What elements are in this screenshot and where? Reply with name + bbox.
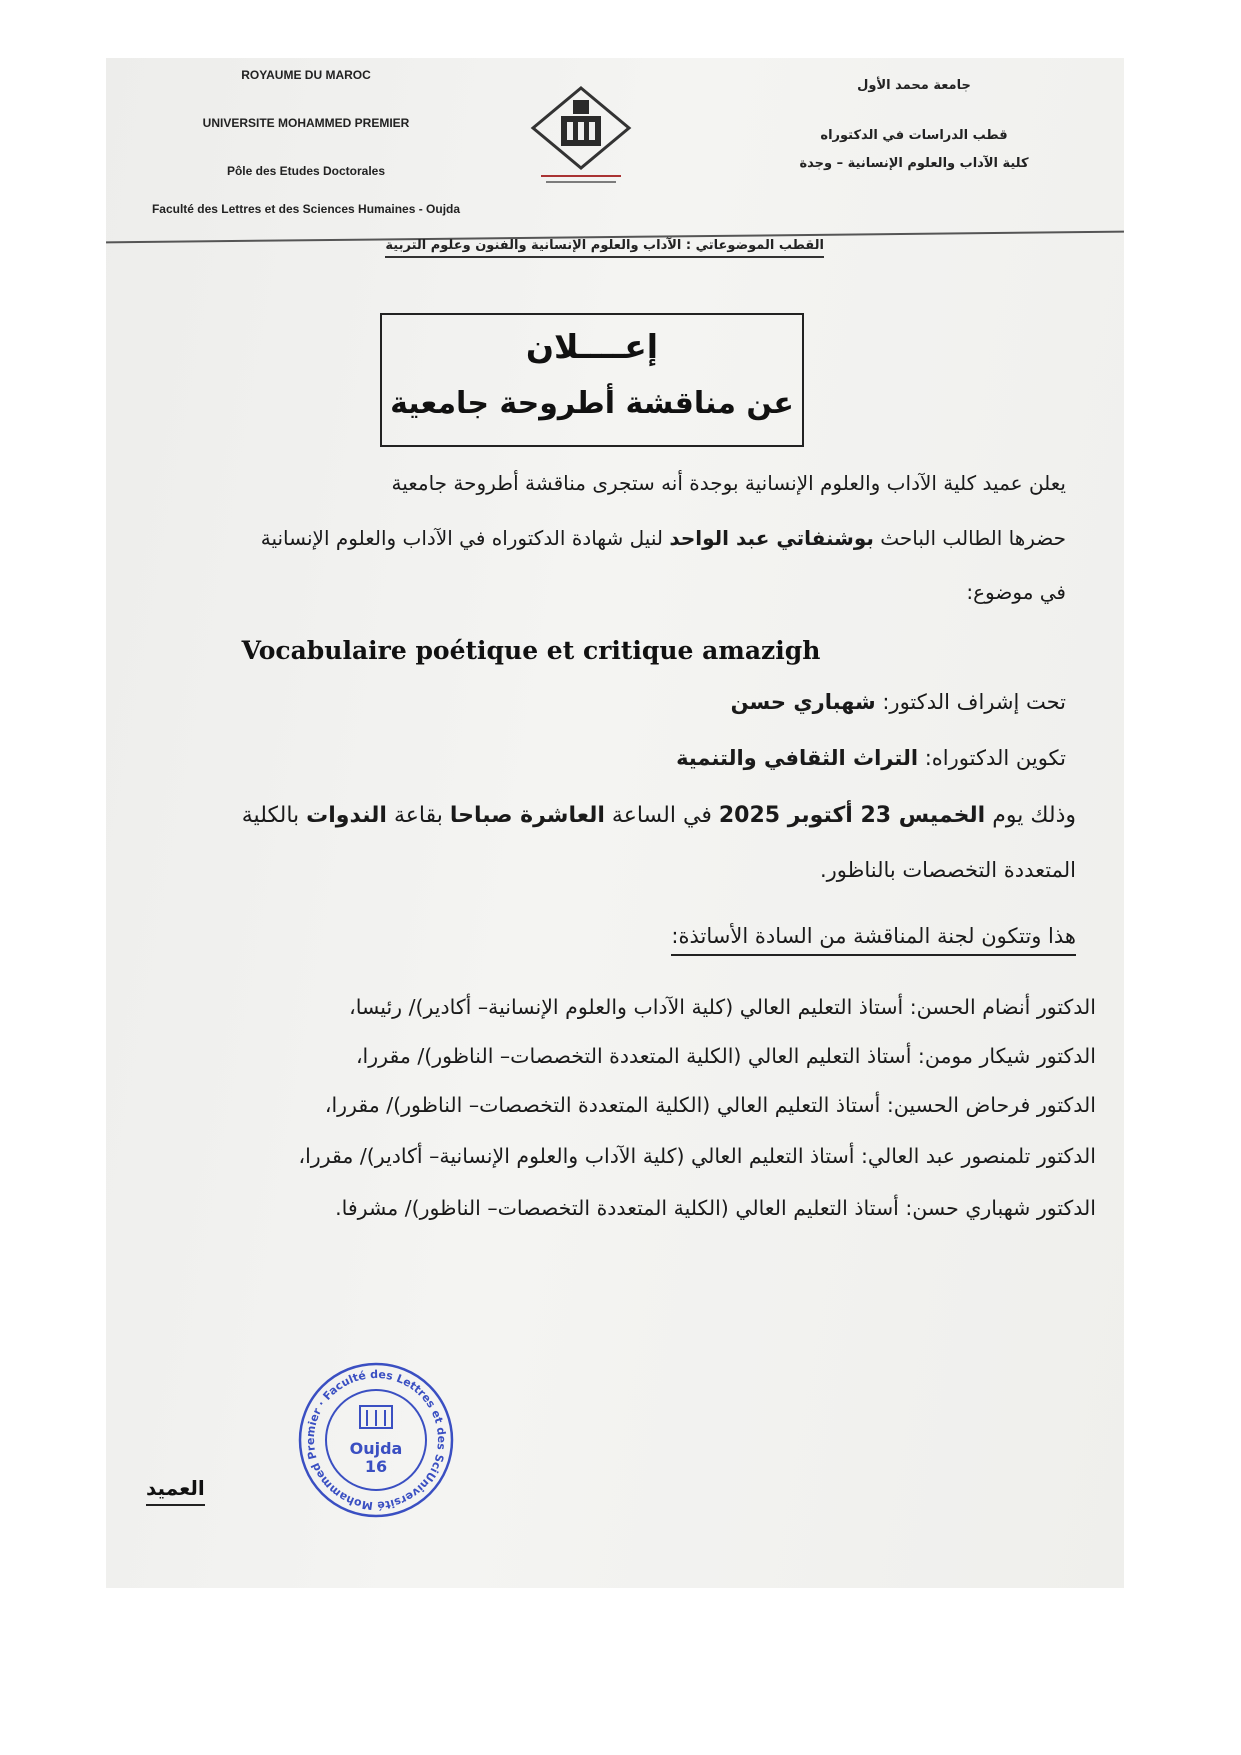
announcement-subtitle: عن مناقشة أطروحة جامعية <box>390 386 794 421</box>
header-fr-line-4: Faculté des Lettres et des Sciences Humaines - Oujda <box>151 202 461 216</box>
thematic-pole: القطب الموضوعاتي : الآداب والعلوم الإنسانية والفنون وعلوم التربية <box>385 238 824 258</box>
header-fr-line-1: ROYAUME DU MAROC <box>241 68 371 82</box>
place-line: المتعددة التخصصات بالناظور. <box>819 858 1076 882</box>
supervisor-line <box>136 690 1066 714</box>
header-ar-line-3: كلية الآداب والعلوم الإنسانية – وجدة <box>799 156 1029 171</box>
paragraph-line-2 <box>136 526 1066 550</box>
committee-heading: هذا وتتكون لجنة المناقشة من السادة الأساتذة: <box>671 924 1076 956</box>
supervisor-label: تحت إشراف الدكتور: <box>875 690 1066 714</box>
dean-signature-label: العميد <box>146 1476 205 1506</box>
paragraph-line-1: يعلن عميد كلية الآداب والعلوم الإنسانية بوجدة أنه ستجرى مناقشة أطروحة جامعية <box>391 471 1066 495</box>
degree-text: لنيل شهادة الدكتوراه في الآداب والعلوم الإنسانية <box>260 526 670 550</box>
committee-heading-wrap <box>126 924 1076 948</box>
defense-hall: الندوات <box>306 803 387 828</box>
announcement-title-box <box>380 313 804 447</box>
thesis-title: Vocabulaire poétique et critique amazigh <box>241 636 821 665</box>
announcement-title: إعــــلان <box>525 327 659 366</box>
student-name: بوشنفاتي عبد الواحد <box>669 526 874 550</box>
header-fr-line-2: UNIVERSITE MOHAMMED PREMIER <box>202 116 410 130</box>
committee-member-2: الدكتور شيكار مومن: أستاذ التعليم العالي (الكلية المتعددة التخصصات– الناظور)/ مقررا، <box>355 1044 1096 1068</box>
svg-text:Université Mohammed Premier ·: Université Mohammed Premier · Faculté des Lettres et des Sciences <box>303 1367 449 1513</box>
program-label: تكوين الدكتوراه: <box>918 746 1066 770</box>
header-fr-line-3: Pôle des Etudes Doctorales <box>226 164 386 178</box>
stamp-city: Oujda <box>349 1439 403 1458</box>
committee-member-5: الدكتور شهباري حسن: أستاذ التعليم العالي (الكلية المتعددة التخصصات– الناظور)/ مشرفا. <box>335 1196 1096 1220</box>
header-ar-line-1: جامعة محمد الأول <box>857 78 971 93</box>
date-pre: وذلك يوم <box>985 803 1076 828</box>
date-line <box>126 803 1076 828</box>
university-stamp-icon <box>296 1358 456 1523</box>
committee-member-4: الدكتور تلمنصور عبد العالي: أستاذ التعليم العالي (كلية الآداب والعلوم الإنسانية– أكادير)/ مقررا، <box>298 1144 1096 1168</box>
committee-member-1: الدكتور أنضام الحسن: أستاذ التعليم العالي (كلية الآداب والعلوم الإنسانية– أكادير)/ رئيسا، <box>349 995 1096 1019</box>
paragraph-line-3: في موضوع: <box>966 580 1066 604</box>
defense-time: العاشرة صباحا <box>449 803 605 828</box>
supervisor-name: شهباري حسن <box>730 690 876 714</box>
program-name: التراث الثقافي والتنمية <box>676 746 919 770</box>
faculty-logo-icon <box>521 78 641 188</box>
stamp-number: 16 <box>364 1457 388 1476</box>
program-line <box>136 746 1066 770</box>
student-intro: حضرها الطالب الباحث <box>873 526 1066 550</box>
date-post: بالكلية <box>241 803 307 828</box>
date-mid-1: في الساعة <box>604 803 719 828</box>
header-ar-line-2: قطب الدراسات في الدكتوراه <box>820 128 1008 143</box>
committee-member-3: الدكتور فرحاض الحسين: أستاذ التعليم العالي (الكلية المتعددة التخصصات– الناظور)/ مقررا، <box>324 1093 1096 1117</box>
defense-date: الخميس 23 أكتوبر 2025 <box>718 803 986 828</box>
announcement-page <box>106 58 1124 1588</box>
date-mid-2: بقاعة <box>386 803 450 828</box>
